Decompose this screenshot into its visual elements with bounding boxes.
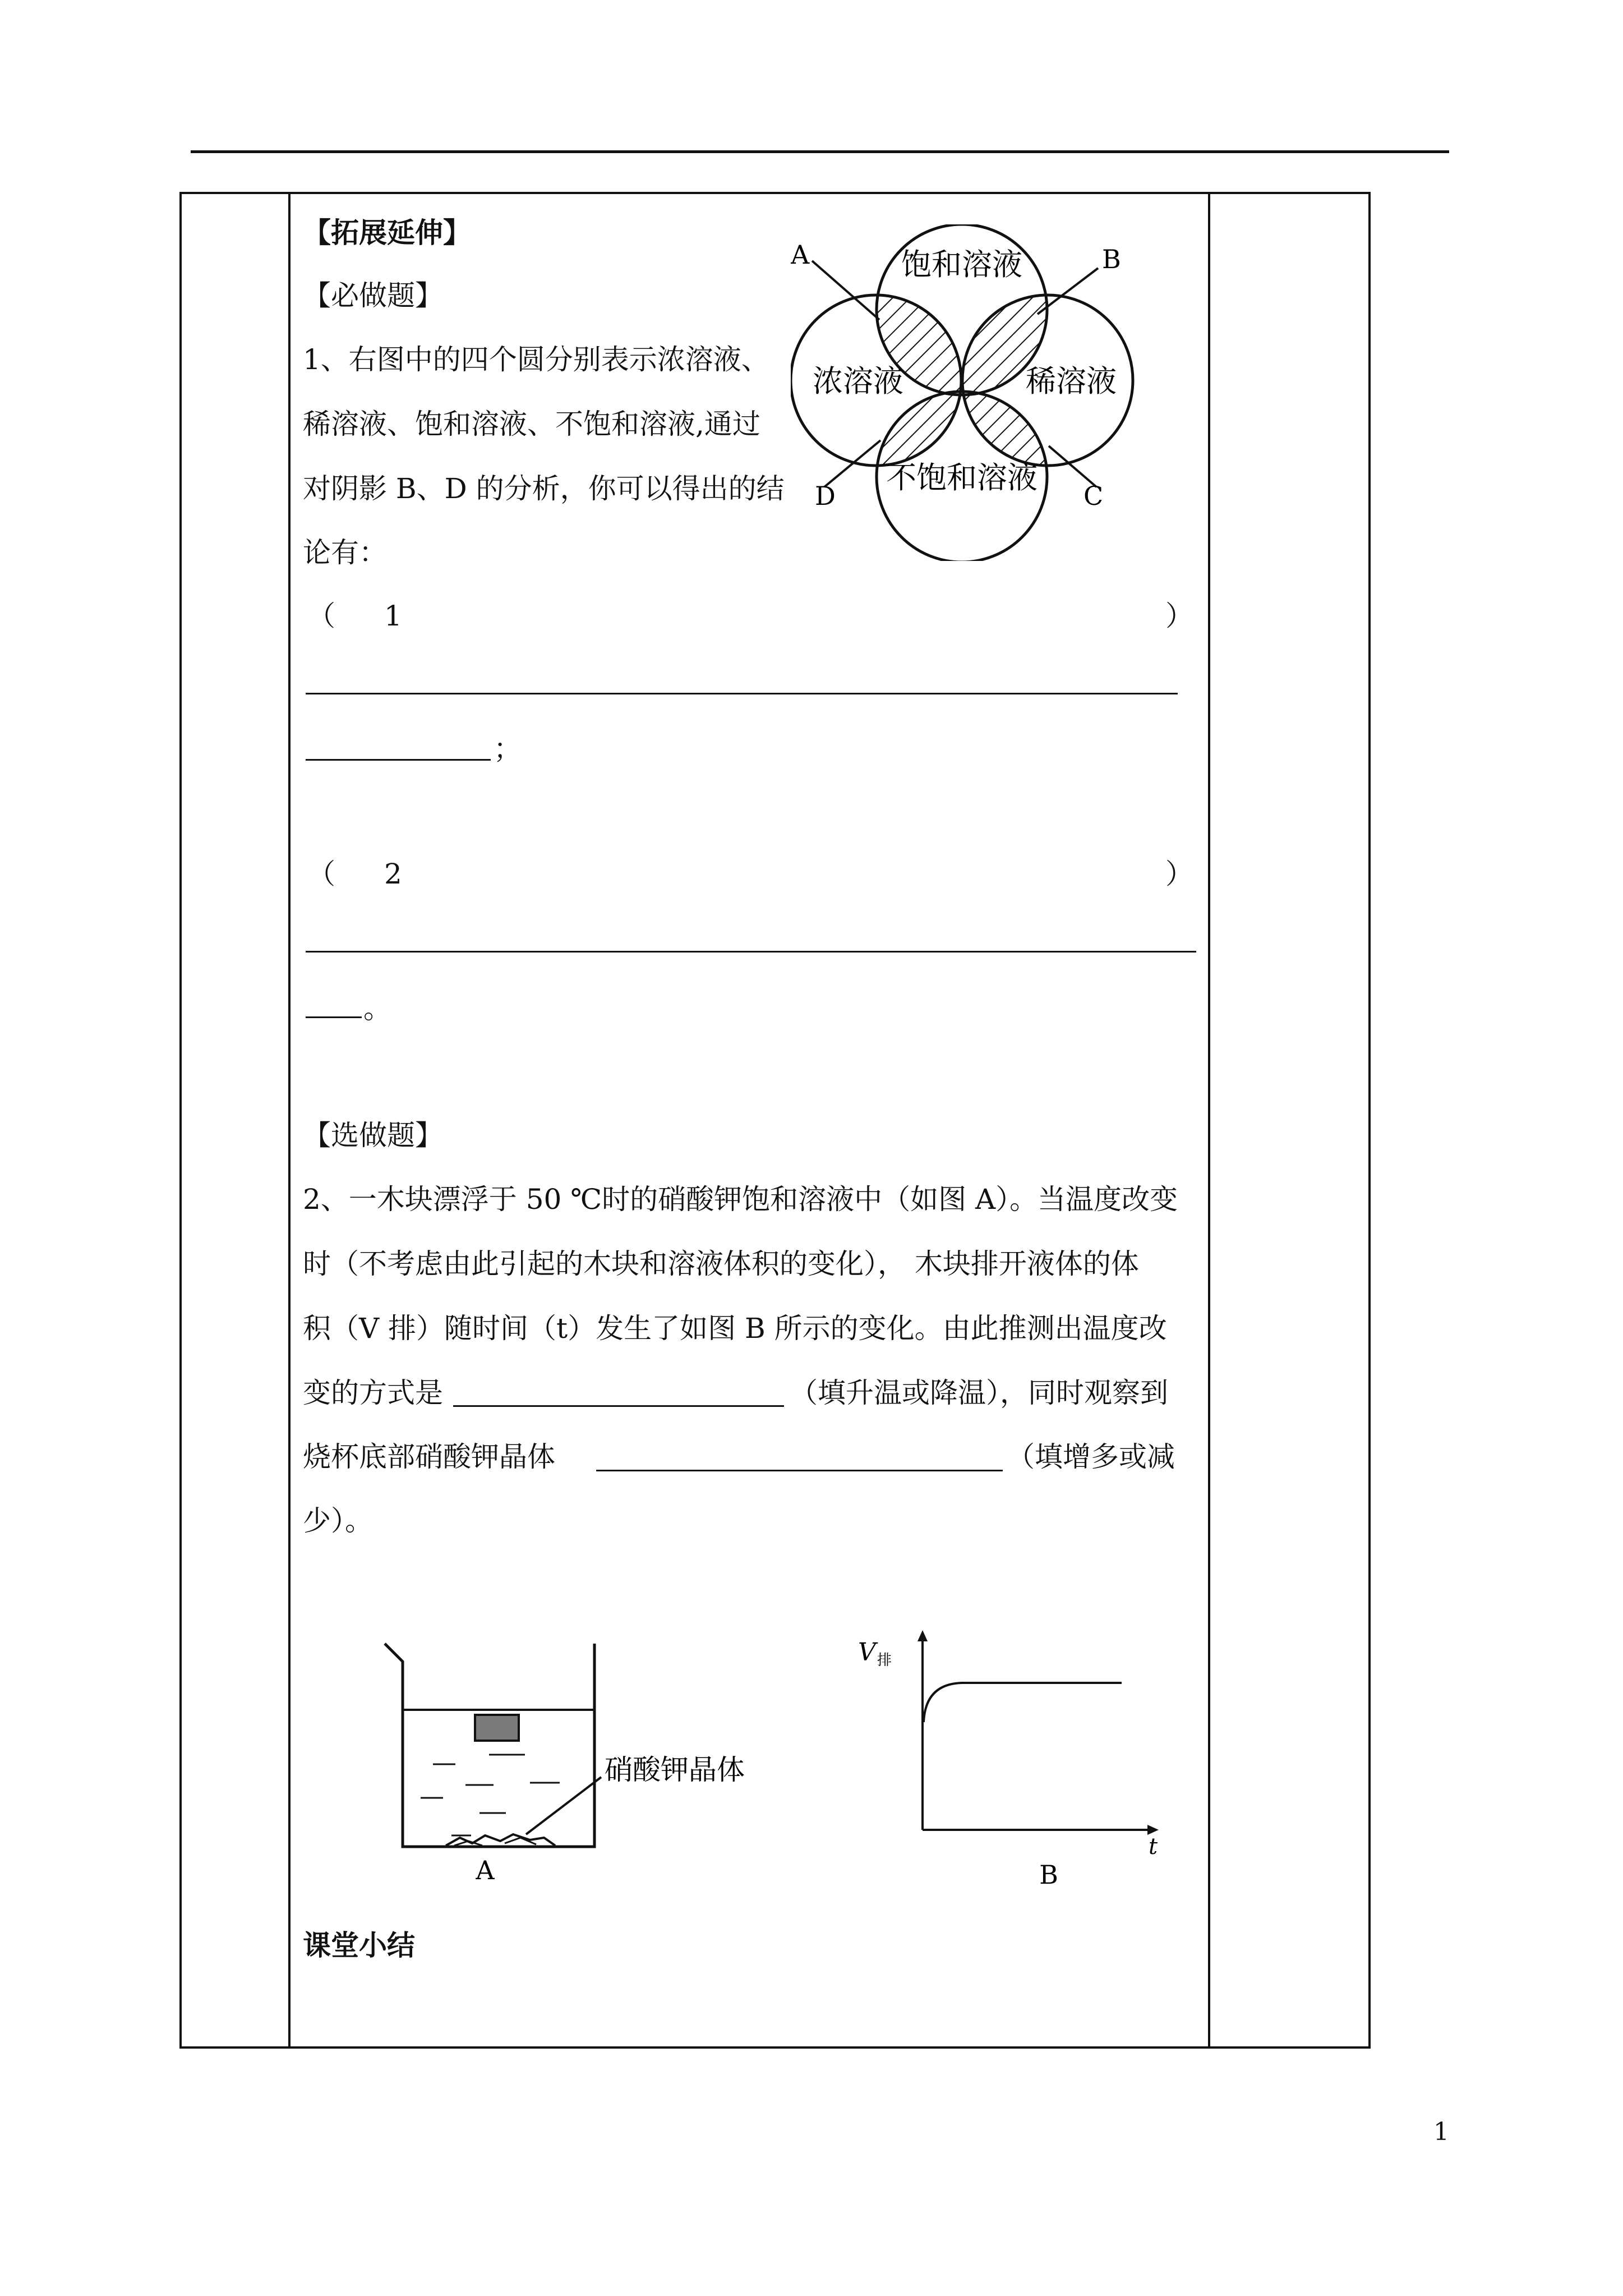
- q1-semicolon: ；: [494, 733, 522, 765]
- answer-blank-1b[interactable]: [306, 759, 491, 761]
- figure-a-beaker: [370, 1638, 785, 1885]
- required-heading: 【必做题】: [303, 279, 443, 312]
- table-divider-right: [1208, 192, 1210, 2049]
- answer-blank-temperature[interactable]: [453, 1405, 784, 1407]
- y-axis-sub: 排: [877, 1652, 892, 1669]
- venn-label-c: C: [1083, 481, 1104, 511]
- venn-label-concentrated: 浓溶液: [813, 364, 903, 399]
- q2-line-4b: （填升温或降温），同时观察到: [790, 1377, 1168, 1409]
- figure-a-callout: 硝酸钾晶体: [605, 1754, 745, 1786]
- class-summary-heading: 课堂小结: [303, 1929, 415, 1962]
- q1-paren-open-1: （: [307, 600, 335, 632]
- q1-item-2: 2: [384, 858, 402, 890]
- header-rule: [191, 150, 1449, 153]
- q2-line-6: 少）。: [303, 1504, 373, 1537]
- answer-blank-1a[interactable]: [306, 693, 1178, 694]
- x-axis-label: t: [1149, 1834, 1158, 1860]
- section-title: 【拓展延伸】: [303, 216, 471, 249]
- q2-line-5a: 烧杯底部硝酸钾晶体: [303, 1441, 555, 1473]
- q1-item-1: 1: [384, 600, 402, 632]
- answer-blank-2a[interactable]: [306, 951, 1196, 953]
- figure-b-label: B: [1039, 1860, 1058, 1890]
- q2-line-4a: 变的方式是: [303, 1377, 443, 1409]
- q2-line-5b: （填增多或减: [1007, 1441, 1175, 1473]
- wood-block: [475, 1715, 519, 1741]
- venn-label-d: D: [815, 481, 836, 511]
- venn-diagram: [791, 224, 1150, 561]
- optional-heading: 【选做题】: [303, 1119, 443, 1152]
- venn-label-unsaturated: 不饱和溶液: [886, 460, 1038, 495]
- q1-line-1: 1、右图中的四个圆分别表示浓溶液、: [303, 343, 769, 376]
- y-axis-label: V: [858, 1638, 876, 1667]
- v-curve: [924, 1683, 1122, 1722]
- figure-a-label: A: [476, 1855, 495, 1885]
- page-number: 1: [1433, 2118, 1449, 2146]
- q2-line-2: 时（不考虑由此引起的木块和溶液体积的变化）， 木块排开液体的体: [303, 1248, 1139, 1280]
- venn-label-dilute: 稀溶液: [1026, 364, 1117, 399]
- q2-line-1: 2、一木块漂浮于 50 ℃时的硝酸钾饱和溶液中（如图 A）。当温度改变: [303, 1183, 1178, 1216]
- table-divider-left: [288, 192, 291, 2049]
- venn-label-saturated: 饱和溶液: [901, 247, 1022, 282]
- q1-paren-close-1: ）: [1165, 600, 1193, 632]
- q2-line-3: 积（V 排）随时间（t）发生了如图 B 所示的变化。由此推测出温度改: [303, 1312, 1167, 1345]
- q1-paren-close-2: ）: [1165, 858, 1193, 890]
- q1-line-3: 对阴影 B、D 的分析，你可以得出的结: [303, 472, 785, 505]
- venn-label-a: A: [791, 240, 810, 270]
- q1-line-2: 稀溶液、饱和溶液、不饱和溶液,通过: [303, 408, 760, 440]
- q1-line-4: 论有：: [303, 536, 387, 569]
- answer-blank-2b[interactable]: [306, 1016, 362, 1018]
- answer-blank-crystal[interactable]: [596, 1470, 1003, 1471]
- figure-b-graph: [841, 1627, 1189, 1896]
- q1-paren-open-2: （: [307, 858, 335, 890]
- q1-period: 。: [363, 992, 391, 1025]
- venn-label-b: B: [1102, 244, 1121, 274]
